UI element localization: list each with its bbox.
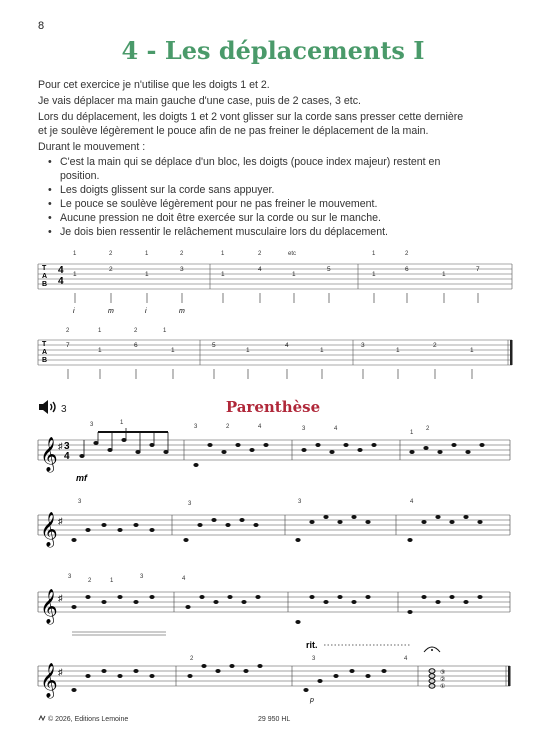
finger-number: 2 (66, 328, 70, 334)
string-marker: ③ (440, 670, 446, 676)
time-signature-bottom: 4 (58, 276, 64, 287)
right-hand-finger: i (73, 308, 75, 315)
list-item-text: Je dois bien ressentir le relâchement musculaire lors du déplacement. (60, 226, 388, 238)
ritardando-marking: rit. (306, 640, 318, 650)
fret-number: 1 (246, 347, 250, 354)
right-hand-finger: m (179, 308, 185, 315)
right-hand-finger: i (145, 308, 147, 315)
fret-number: 1 (442, 271, 446, 278)
fingering-label: 2 (226, 424, 230, 430)
tablature-row-1 (0, 245, 546, 320)
tab-clef-letter: B (42, 281, 48, 288)
staff-system-1 (0, 418, 546, 488)
fret-number: 1 (470, 347, 474, 354)
fret-number: 3 (361, 342, 365, 349)
finger-number: 1 (372, 251, 376, 257)
fingering-label: 3 (78, 499, 82, 505)
finger-number: 2 (405, 251, 409, 257)
list-item (46, 155, 516, 183)
staff-system-4 (0, 630, 546, 710)
list-item (46, 183, 516, 197)
fret-number: 2 (109, 266, 113, 273)
tablature-row-2 (0, 322, 546, 384)
fret-number: 1 (221, 271, 225, 278)
fingering-label: 3 (140, 574, 144, 580)
fret-number: 1 (73, 271, 77, 278)
treble-clef-icon: 𝄞 (40, 664, 58, 697)
finger-number: 2 (180, 251, 184, 257)
fret-number: 5 (212, 342, 216, 349)
movement-list (46, 155, 516, 239)
finger-number: 1 (73, 251, 77, 257)
piece-title: Parenthèse (225, 398, 321, 416)
fret-number: 1 (396, 347, 400, 354)
list-item-text: Le pouce se soulève légèrement pour ne pas freiner le mouvement. (60, 198, 378, 210)
list-item (46, 211, 516, 225)
fingering-label: 3 (68, 574, 72, 580)
fingering-label: 1 (410, 430, 414, 436)
finger-number: 2 (258, 251, 262, 257)
finger-number: 1 (221, 251, 225, 257)
fingering-label: 3 (298, 499, 302, 505)
fret-number: 5 (327, 266, 331, 273)
svg-text:♯: ♯ (58, 516, 63, 526)
fret-number: 3 (180, 266, 184, 273)
page-number: 8 (38, 20, 45, 32)
finger-number: 1 (163, 328, 167, 334)
fret-number: 1 (171, 347, 175, 354)
time-signature-top: 3 (64, 441, 70, 452)
finger-number: 2 (109, 251, 113, 257)
intro-line: Je vais déplacer ma main gauche d'une case, puis de 2 cases, 3 etc. (38, 95, 361, 107)
fret-number: 4 (258, 266, 262, 273)
svg-text:♯: ♯ (58, 667, 63, 677)
fingering-label: 3 (90, 422, 94, 428)
tab-clef-letter: T (42, 265, 47, 272)
treble-clef-icon: 𝄞 (40, 438, 58, 471)
fingering-label: 4 (410, 499, 414, 505)
treble-clef-icon: 𝄞 (40, 513, 58, 546)
intro-line: Lors du déplacement, les doigts 1 et 2 vont glisser sur la corde sans presser cette dernière (38, 111, 464, 123)
fingering-label: 1 (110, 578, 114, 584)
fingering-label: 4 (182, 576, 186, 582)
fret-number: 7 (66, 342, 70, 349)
catalog-number: 29 950 HL (258, 716, 291, 723)
svg-text:♯: ♯ (58, 593, 63, 603)
fret-number: 2 (433, 342, 437, 349)
intro-line: Durant le mouvement : (38, 141, 146, 153)
fingering-label: 4 (334, 426, 338, 432)
list-item-text: Aucune pression ne doit être exercée sur la corde ou sur le manche. (60, 212, 381, 224)
copyright-text: © 2026, Editions Lemoine (48, 716, 129, 723)
fret-number: 6 (134, 342, 138, 349)
track-number: 3 (61, 404, 67, 415)
treble-clef-icon: 𝄞 (40, 590, 58, 623)
fingering-label: 2 (190, 656, 194, 662)
string-marker: ② (440, 677, 446, 683)
finger-number: 1 (145, 251, 149, 257)
list-item-text: position. (60, 170, 100, 182)
finger-number: 1 (98, 328, 102, 334)
intro-line: Pour cet exercice je n'utilise que les doigts 1 et 2. (38, 79, 270, 91)
list-item (46, 197, 516, 211)
fingering-label: 3 (302, 426, 306, 432)
fret-number: 6 (405, 266, 409, 273)
page-title: 4 - Les déplacements I (121, 36, 425, 65)
staff-system-2 (0, 495, 546, 565)
fingering-label: 2 (426, 426, 430, 432)
fret-number: 1 (372, 271, 376, 278)
finger-number: 2 (134, 328, 138, 334)
fret-number: 1 (292, 271, 296, 278)
fingering-label: 3 (194, 424, 198, 430)
right-hand-finger: m (108, 308, 114, 315)
list-item-text: Les doigts glissent sur la corde sans appuyer. (60, 184, 275, 196)
tab-clef-letter: B (42, 357, 48, 364)
fingering-label: 3 (188, 501, 192, 507)
fret-number: 1 (320, 347, 324, 354)
svg-text:♯: ♯ (58, 441, 63, 451)
fingering-label: 2 (88, 578, 92, 584)
intro-line: et je soulève légèrement le pouce afin de ne pas freiner le déplacement de la main. (38, 125, 429, 137)
fingering-label: 4 (404, 656, 408, 662)
fingering-label: 4 (258, 424, 262, 430)
tab-clef-letter: A (42, 273, 48, 280)
time-signature-top: 4 (58, 265, 64, 276)
fret-number: 1 (98, 347, 102, 354)
fingering-label: 1 (120, 420, 124, 426)
list-item-text: C'est la main qui se déplace d'un bloc, les doigts (pouce index majeur) restent en (60, 156, 441, 168)
fingering-label: 3 (312, 656, 316, 662)
fret-number: 1 (145, 271, 149, 278)
list-item (46, 225, 516, 239)
etc-label: etc (288, 251, 297, 257)
string-marker: ① (440, 684, 446, 690)
tab-clef-letter: A (42, 349, 48, 356)
dynamic-marking: mf (76, 473, 87, 483)
time-signature-bottom: 4 (64, 451, 70, 462)
pluck-label: p (310, 697, 314, 704)
fret-number: 7 (476, 266, 480, 273)
fret-number: 4 (285, 342, 289, 349)
publisher-logo-icon (38, 714, 46, 722)
tab-clef-letter: T (42, 341, 47, 348)
